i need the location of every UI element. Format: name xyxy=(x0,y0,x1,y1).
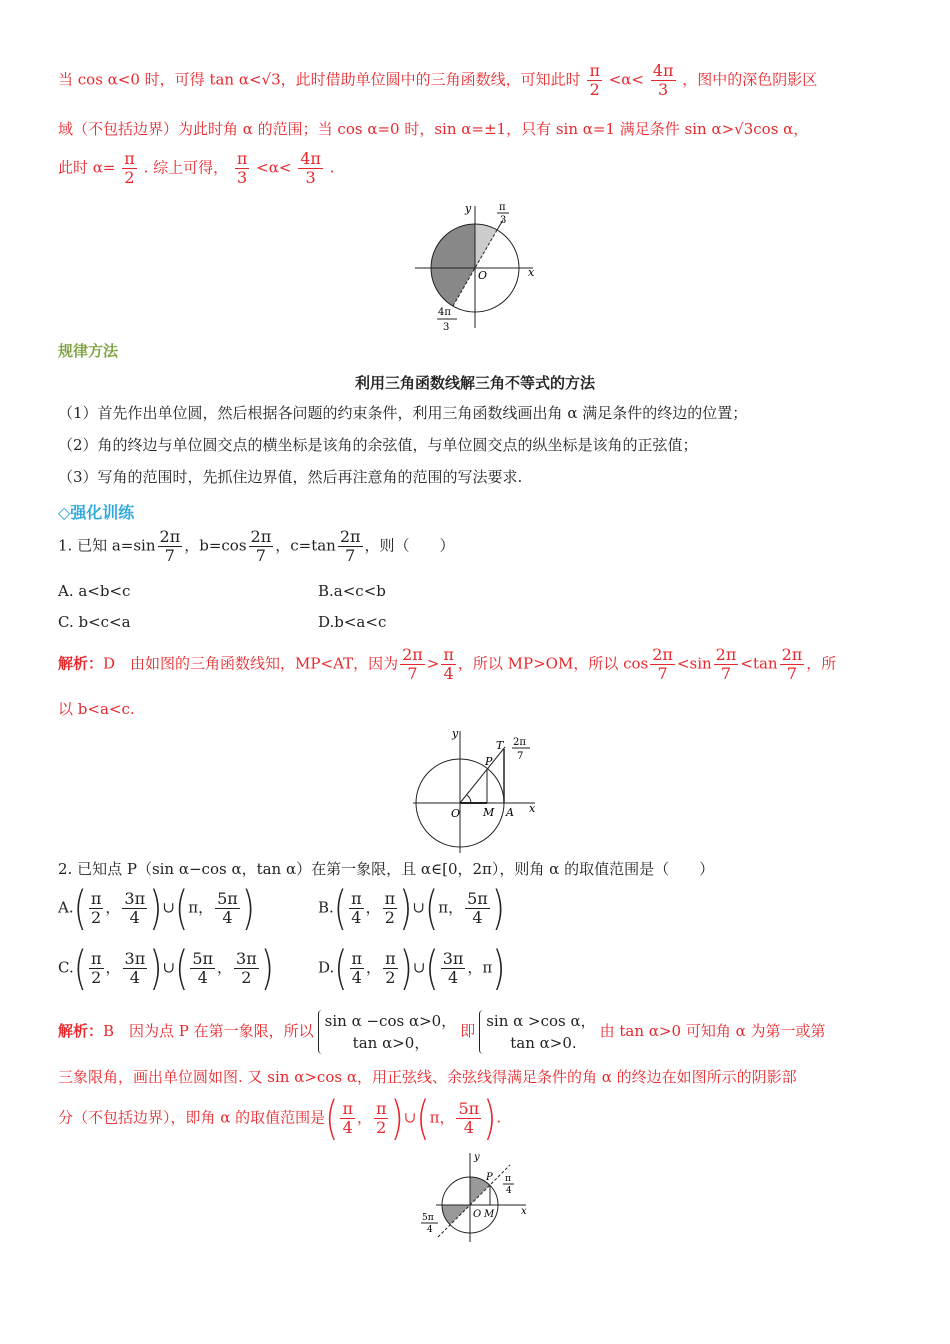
intro-line-2: 域（不包括边界）为此时角 α 的范围；当 cos α=0 时，sin α=±1，只有 sin α=1 满足条件 sin α>√3cos α， xyxy=(58,120,809,138)
method-heading: 规律方法 xyxy=(58,342,119,360)
frac-4pi-over-3: $\frac{4\pi}{3}$ xyxy=(652,61,674,99)
q2-option-b[interactable]: B.( $\frac{\pi}{4}$ ， $\frac{\pi}{2}$ )∪(π， $\frac{5\pi}{4}$ ) xyxy=(318,881,506,936)
unit-circle-figure-1 xyxy=(405,198,550,338)
svg-text:P: P xyxy=(486,1172,493,1183)
q1-option-b[interactable]: B.a<c<b xyxy=(318,582,386,600)
training-heading: ◇强化训练 xyxy=(58,503,135,522)
y-axis-label: y xyxy=(465,202,472,215)
frac-4pi-over-3b: $\frac{4\pi}{3}$ xyxy=(300,149,321,187)
svg-text:4: 4 xyxy=(506,1186,512,1196)
svg-text:4: 4 xyxy=(427,1225,433,1235)
q2-answer-line-1: 解析：B 因为点 P 在第一象限，所以 sin α −cos α>0， tan α>0， 即 sin α >cos α， tan α>0. 由 tan α>0 可知角 α 为第一或第 xyxy=(58,1012,826,1052)
svg-text:5π: 5π xyxy=(422,1213,434,1223)
frac-pi-over-2b: $\frac{\pi}{2}$ xyxy=(124,149,135,187)
svg-text:M: M xyxy=(484,1209,495,1220)
svg-text:y: y xyxy=(474,1152,480,1163)
unit-circle-figure-2 xyxy=(405,725,550,855)
q1-answer-line-2: 以 b<a<c. xyxy=(58,700,135,718)
svg-text:7: 7 xyxy=(517,751,524,762)
svg-text:2π: 2π xyxy=(513,737,526,748)
svg-text:3: 3 xyxy=(500,215,507,226)
svg-text:π: π xyxy=(505,1174,511,1184)
svg-text:3: 3 xyxy=(443,322,450,333)
q2-option-a[interactable]: A.( $\frac{\pi}{2}$ ， $\frac{3\pi}{4}$ )∪(π， $\frac{5\pi}{4}$ ) xyxy=(58,881,256,936)
q2-answer-line-3: 分（不包括边界），即角 α 的取值范围是( $\frac{\pi}{4}$ ， $\frac{\pi}{2}$ )∪(π， $\frac{5\pi}{4}$ ). xyxy=(58,1091,502,1146)
svg-text:O: O xyxy=(451,807,461,820)
intro-line-1: 当 cos α<0 时，可得 tan α<√3，此时借助单位圆中的三角函数线，可知此时 $\frac{\pi}{2}$ <α< $\frac{4\pi}{3}$ ，图中的深色阴影区 xyxy=(58,61,818,99)
q1-stem: 1. 已知 a=sin $\frac{2\pi}{7}$ ，b=cos $\frac{2\pi}{7}$ ，c=tan $\frac{2\pi}{7}$ ，则（ ） xyxy=(58,527,455,565)
frac-pi-over-2: $\frac{\pi}{2}$ xyxy=(589,61,600,99)
svg-text:M: M xyxy=(483,806,495,819)
origin-label: O xyxy=(478,269,488,282)
svg-text:π: π xyxy=(499,202,506,213)
svg-text:4π: 4π xyxy=(438,307,451,318)
q1-option-c[interactable]: C. b<c<a xyxy=(58,613,131,631)
q2-option-d[interactable]: D.( $\frac{\pi}{4}$ ， $\frac{\pi}{2}$ )∪( $\frac{3\pi}{4}$ ，π) xyxy=(318,941,506,996)
svg-text:A: A xyxy=(506,806,514,819)
method-point-2: （2）角的终边与单位圆交点的横坐标是该角的余弦值，与单位圆交点的纵坐标是该角的正弦值； xyxy=(58,436,698,454)
q2-stem: 2. 已知点 P（sin α−cos α，tan α）在第一象限，且 α∈[0，2π），则角 α 的取值范围是（ ） xyxy=(58,860,715,878)
q1-option-d[interactable]: D.b<a<c xyxy=(318,613,387,631)
svg-text:y: y xyxy=(452,727,459,740)
svg-text:x: x xyxy=(521,1206,527,1217)
method-point-1: （1）首先作出单位圆，然后根据各问题的约束条件，利用三角函数线画出角 α 满足条件的终边的位置； xyxy=(58,404,748,422)
q1-option-a[interactable]: A. a<b<c xyxy=(58,582,131,600)
shaded-region-q3 xyxy=(442,1205,470,1225)
x-axis-label: x xyxy=(528,266,535,279)
svg-text:T: T xyxy=(496,739,504,752)
svg-text:O: O xyxy=(473,1209,482,1220)
method-point-3: （3）写角的范围时，先抓住边界值，然后再注意角的范围的写法要求. xyxy=(58,468,523,486)
intro-line-3: 此时 α= $\frac{\pi}{2}$ . 综上可得， $\frac{\pi}{3}$ <α< $\frac{4\pi}{3}$ . xyxy=(58,149,335,187)
svg-text:P: P xyxy=(485,755,493,768)
method-title: 利用三角函数线解三角不等式的方法 xyxy=(354,374,595,392)
frac-pi-over-3: $\frac{\pi}{3}$ xyxy=(236,149,248,187)
svg-text:x: x xyxy=(529,802,536,815)
unit-circle-figure-3 xyxy=(418,1150,533,1245)
q2-option-c[interactable]: C.( $\frac{\pi}{2}$ ， $\frac{3\pi}{4}$ )∪( $\frac{5\pi}{4}$ ， $\frac{3\pi}{2}$ ) xyxy=(58,941,275,996)
q1-answer-line-1: 解析：D 由如图的三角函数线知，MP<AT，因为 $\frac{2\pi}{7}$ > $\frac{\pi}{4}$ ，所以 MP>OM，所以 cos $\frac{2\pi}{7}$ <sin $\frac{2\pi}{7}$ <tan $\frac{2\pi}{7}$ ，所 xyxy=(58,645,837,683)
q2-answer-line-2: 三象限角，画出单位圆如图. 又 sin α>cos α，用正弦线、余弦线得满足条件的角 α 的终边在如图所示的阴影部 xyxy=(58,1068,797,1086)
